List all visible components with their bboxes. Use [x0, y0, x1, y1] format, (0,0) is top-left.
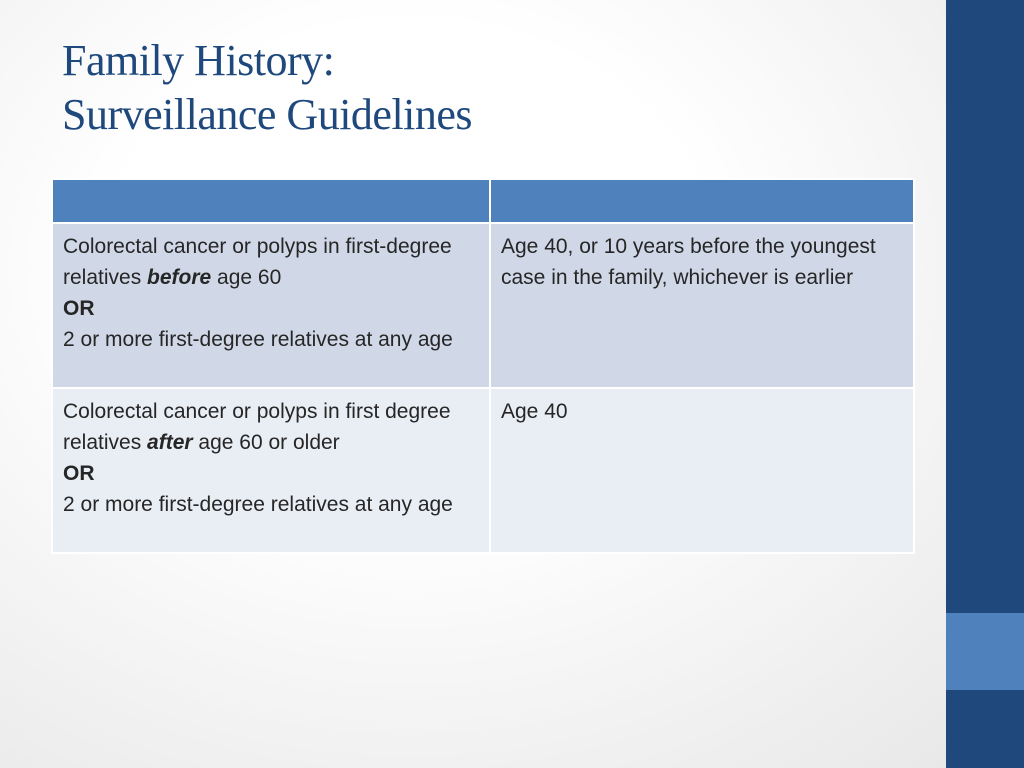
or-label: OR [63, 462, 95, 485]
criteria-text [63, 396, 479, 458]
guidelines-table [51, 178, 915, 554]
recommendation-cell: Age 40, or 10 years before the youngest case in the family, whichever is earlier [490, 223, 914, 388]
or-label: OR [63, 297, 95, 320]
criteria-pre: Colorectal cancer or polyps in first-degree relatives [63, 235, 452, 289]
criteria-emphasis: before [147, 266, 212, 289]
table-row [52, 388, 914, 553]
criteria-cell [52, 388, 490, 553]
header-cell-criteria [52, 179, 490, 223]
criteria-emphasis: after [147, 431, 193, 454]
criteria-pre: Colorectal cancer or polyps in first degree relatives [63, 400, 451, 454]
criteria-text [63, 231, 479, 293]
title-line-1: Family History: [62, 36, 335, 85]
table-header-row [52, 179, 914, 223]
criteria-alt: 2 or more first-degree relatives at any age [63, 328, 453, 351]
recommendation-cell: Age 40 [490, 388, 914, 553]
table-row [52, 223, 914, 388]
slide-title [62, 34, 922, 142]
side-bar-accent [946, 613, 1024, 690]
criteria-alt: 2 or more first-degree relatives at any age [63, 493, 453, 516]
criteria-post: age 60 or older [192, 431, 340, 454]
criteria-post: age 60 [211, 266, 282, 289]
title-line-2: Surveillance Guidelines [62, 90, 473, 139]
criteria-cell [52, 223, 490, 388]
header-cell-recommendation [490, 179, 914, 223]
